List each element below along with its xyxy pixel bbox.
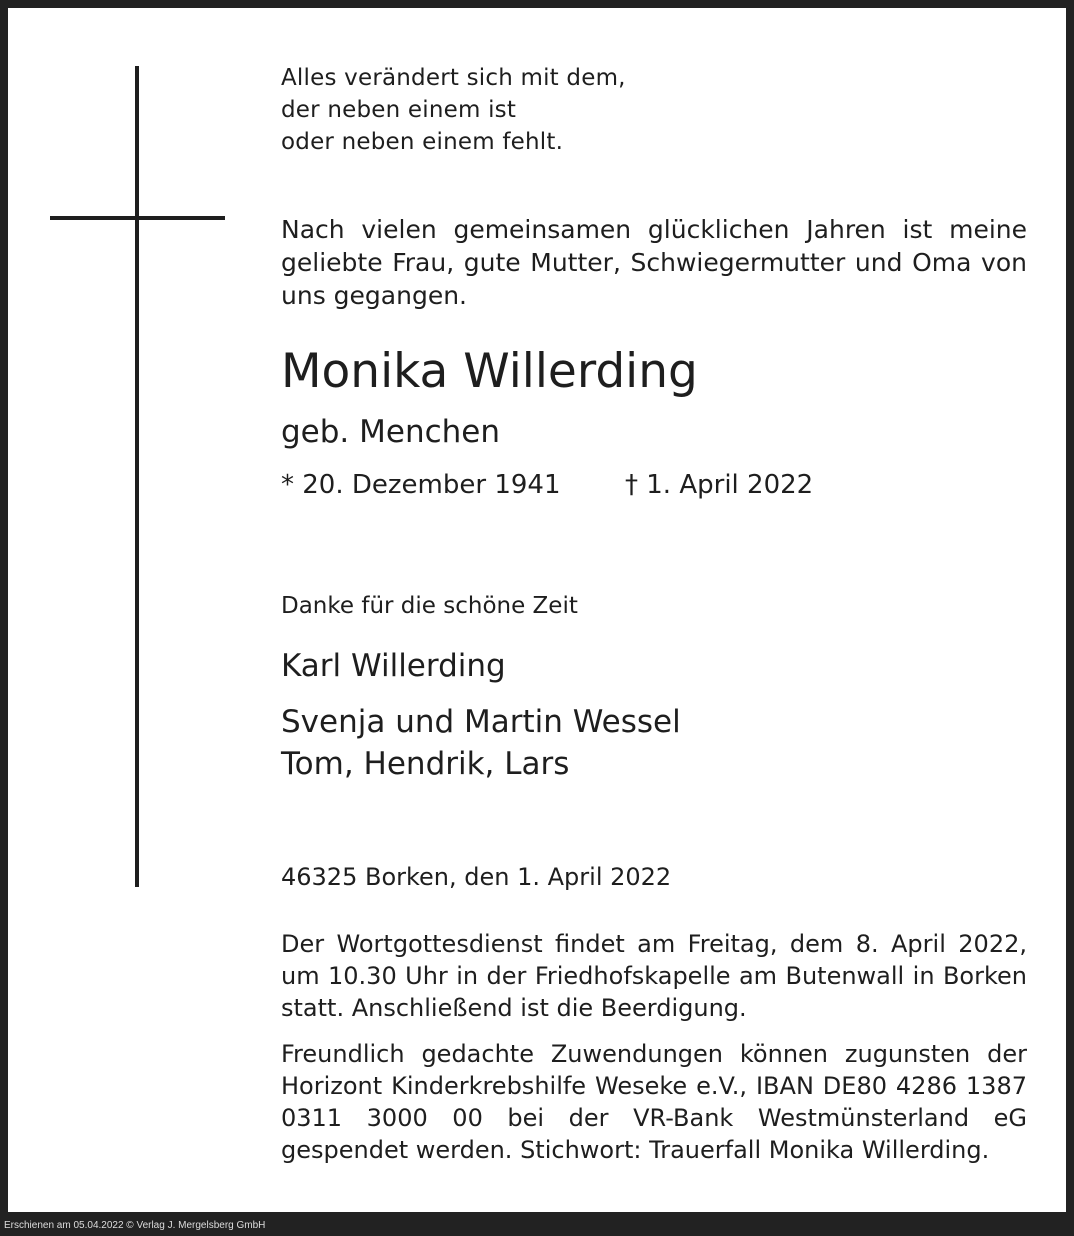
- verse: [281, 62, 1027, 158]
- verse-line: der neben einem ist: [281, 97, 517, 123]
- intro-text: Nach vielen gemeinsamen glücklichen Jahren ist meine geliebte Frau, gute Mutter, Schwiegermutter und Oma von uns gegangen.: [281, 215, 1027, 310]
- mourner-spouse: Karl Willerding: [281, 648, 506, 684]
- service-info: Der Wortgottesdienst findet am Freitag, dem 8. April 2022, um 10.30 Uhr in der Friedhofskapelle am Butenwall in Borken statt. Anschließend ist die Beerdigung.: [281, 930, 1027, 1022]
- verse-line: oder neben einem fehlt.: [281, 129, 564, 155]
- death-date: † 1. April 2022: [625, 470, 814, 500]
- place-date: 46325 Borken, den 1. April 2022: [281, 863, 672, 891]
- mourner-family: [281, 701, 1027, 785]
- cross-horizontal-beam: [50, 216, 225, 220]
- publication-footer: Erschienen am 05.04.2022 © Verlag J. Mergelsberg GmbH: [4, 1220, 266, 1231]
- deceased-name: Monika Willerding: [281, 344, 698, 399]
- mourner-line: Tom, Hendrik, Lars: [281, 746, 570, 782]
- thanks-line: Danke für die schöne Zeit: [281, 593, 578, 619]
- maiden-name: geb. Menchen: [281, 414, 501, 450]
- life-dates: [281, 468, 1027, 502]
- mourner-line: Svenja und Martin Wessel: [281, 704, 681, 740]
- verse-line: Alles verändert sich mit dem,: [281, 65, 626, 91]
- cross-vertical-beam: [135, 66, 139, 887]
- obituary-notice: [8, 8, 1066, 1212]
- birth-date: * 20. Dezember 1941: [281, 470, 561, 500]
- donation-info: Freundlich gedachte Zuwendungen können zugunsten der Horizont Kinderkrebshilfe Weseke e.V., IBAN DE80 4286 1387 0311 3000 00 bei der VR-Bank Westmünsterland eG gespendet werden. Stichwort: Trauerfall Monika Willerding.: [281, 1040, 1027, 1164]
